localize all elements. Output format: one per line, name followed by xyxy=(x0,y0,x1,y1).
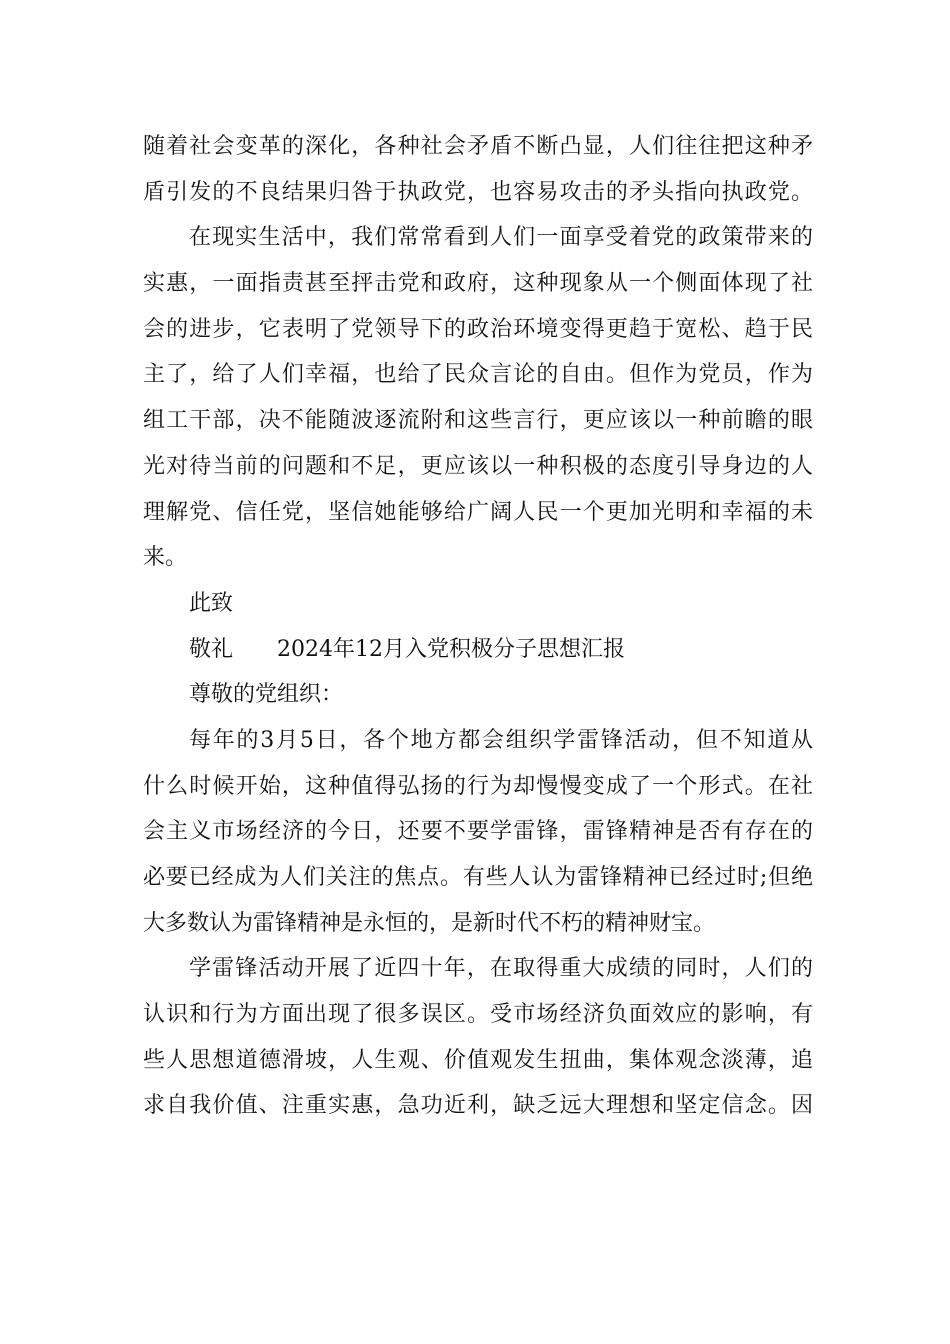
text-line: 必要已经成为人们关注的焦点。有些人认为雷锋精神已经过时;但绝 xyxy=(143,865,813,890)
text-line: 尊敬的党组织： xyxy=(189,682,344,708)
text-line: 随着社会变革的深化，各种社会矛盾不断凸显，人们往往把这种矛 xyxy=(143,134,813,159)
text-line: 理解党、信任党，坚信她能够给广阔人民一个更加光明和幸福的未 xyxy=(143,499,813,525)
text-line: 来。 xyxy=(143,545,188,571)
text-line: 求自我价值、注重实惠，急功近利，缺乏远大理想和坚定信念。因 xyxy=(143,1093,813,1119)
text-line: 此致 xyxy=(189,590,234,616)
text-line: 认识和行为方面出现了很多误区。受市场经济负面效应的影响，有 xyxy=(143,1002,813,1028)
text-line: 盾引发的不良结果归咎于执政党，也容易攻击的矛头指向执政党。 xyxy=(143,179,813,205)
text-line: 什么时候开始，这种值得弘扬的行为却慢慢变成了一个形式。在社 xyxy=(143,773,813,799)
text-line: 些人思想道德滑坡，人生观、价值观发生扭曲，集体观念淡薄，追 xyxy=(143,1047,813,1073)
text-line: 大多数认为雷锋精神是永恒的，是新时代不朽的精神财宝。 xyxy=(143,910,716,936)
text-line: 学雷锋活动开展了近四十年，在取得重大成绩的同时，人们的 xyxy=(189,956,813,982)
text-line: 敬礼 2024年12月入党积极分子思想汇报 xyxy=(189,636,625,662)
text-line: 每年的3月5日，各个地方都会组织学雷锋活动，但不知道从 xyxy=(189,727,813,753)
text-line: 组工干部，决不能随波逐流附和这些言行，更应该以一种前瞻的眼 xyxy=(143,408,813,434)
text-line: 实惠，一面指责甚至抨击党和政府，这种现象从一个侧面体现了社 xyxy=(143,271,813,297)
text-line: 在现实生活中，我们常常看到人们一面享受着党的政策带来的 xyxy=(189,225,813,251)
text-line: 会主义市场经济的今日，还要不要学雷锋，雷锋精神是否有存在的 xyxy=(143,819,813,845)
document-body xyxy=(143,124,813,1129)
text-line: 主了，给了人们幸福，也给了民众言论的自由。但作为党员，作为 xyxy=(143,362,813,388)
text-line: 光对待当前的问题和不足，更应该以一种积极的态度引导身边的人 xyxy=(143,453,813,479)
text-line: 会的进步，它表明了党领导下的政治环境变得更趋于宽松、趋于民 xyxy=(143,316,813,342)
